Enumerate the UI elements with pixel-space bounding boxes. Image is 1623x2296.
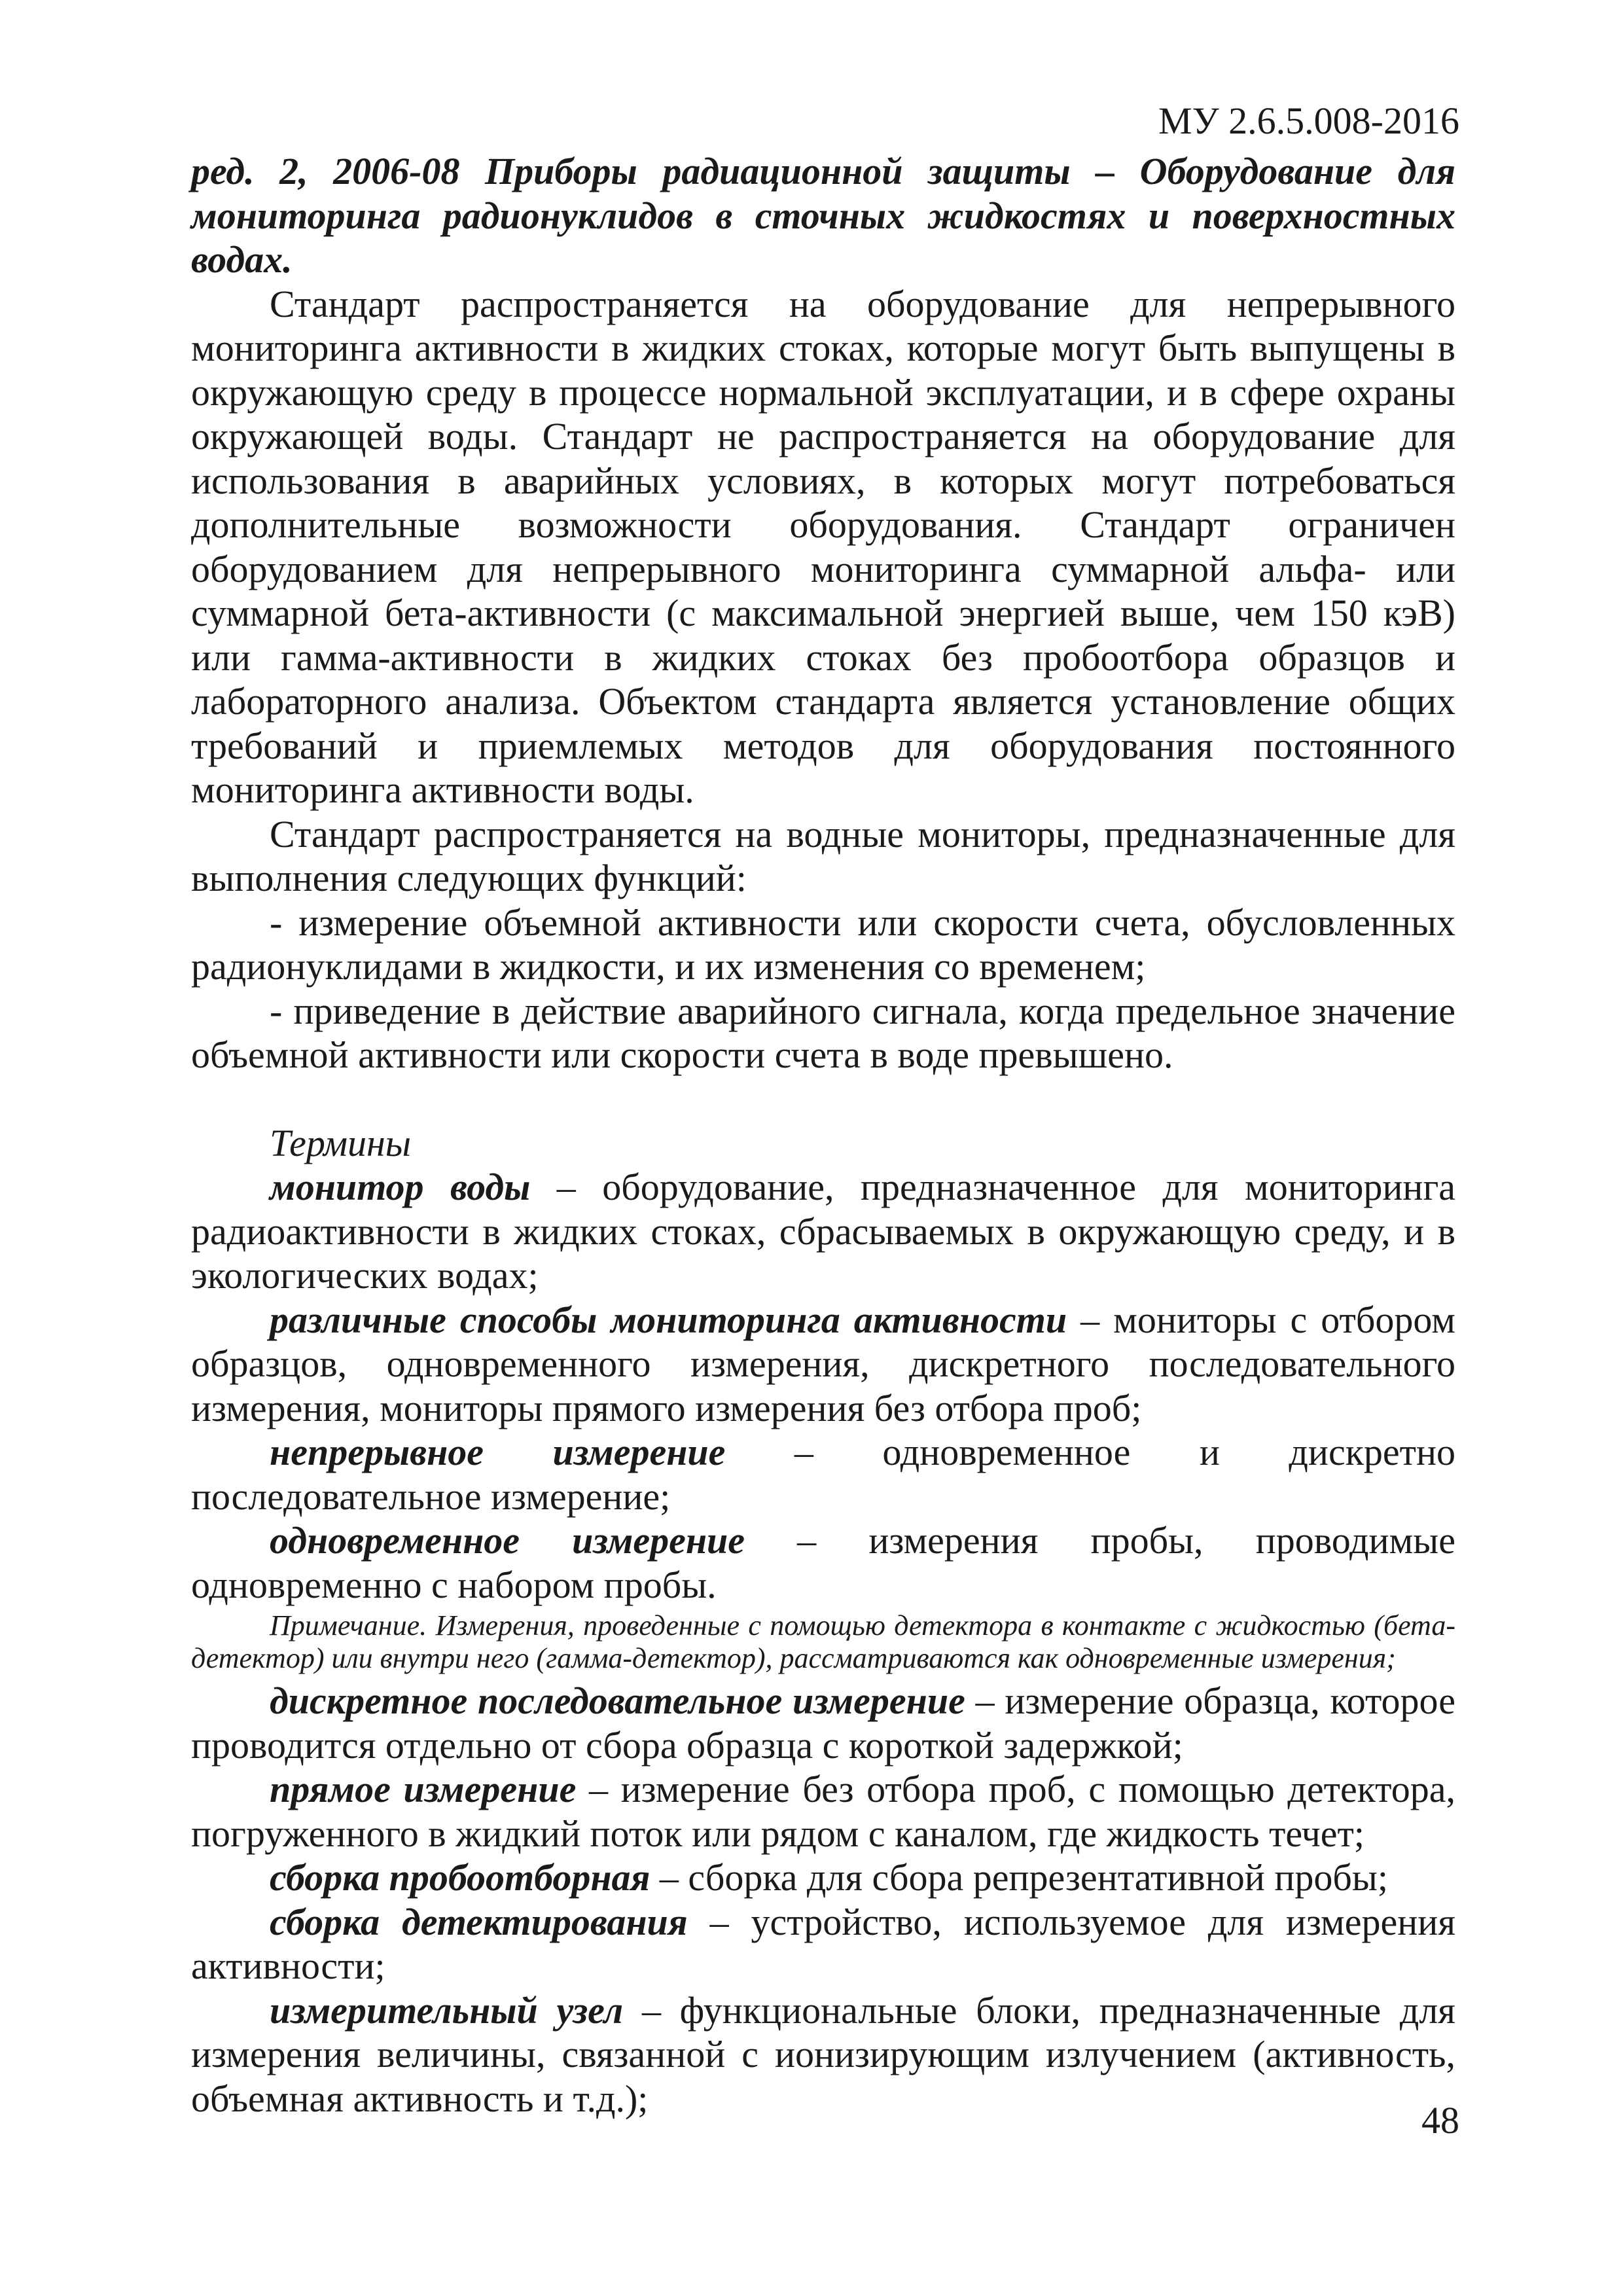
term-name: прямое измерение — [270, 1768, 577, 1810]
term-name: непрерывное измерение — [270, 1431, 726, 1473]
term-entry — [191, 1165, 1455, 1298]
term-definition: – устройство, используемое для измерения активности; — [191, 1900, 1456, 1987]
page-number: 48 — [1421, 2099, 1459, 2142]
document-body — [191, 149, 1455, 2121]
terms-heading: Термины — [270, 1121, 412, 1164]
term-definition: – измерения пробы, проводимые одновременно с набором пробы. — [191, 1519, 1455, 1606]
term-definition: – функциональные блоки, предназначенные для измерения величины, связанной с ионизирующим излучением (активность, объемная активность и т.д.); — [191, 1988, 1455, 2120]
note-paragraph: Примечание. Измерения, проведенные с помощью детектора в контакте с жидкостью (бета-детектор) или внутри него (гамма-детектор), рассматриваются как одновременные измерения; — [191, 1609, 1455, 1674]
function-item-alarm: - приведение в действие аварийного сигнала, когда предельное значение объемной активности или скорости счета в воде превышено. — [191, 989, 1455, 1076]
term-definition: – сборка для сбора репрезентативной пробы; — [650, 1856, 1388, 1899]
term-entry — [191, 1298, 1455, 1431]
term-name: различные способы мониторинга активности — [270, 1298, 1067, 1341]
term-entry — [191, 1856, 1455, 1900]
term-entry — [191, 1988, 1455, 2121]
term-name: сборка пробоотборная — [270, 1856, 651, 1899]
term-name: монитор воды — [270, 1166, 531, 1208]
scope-paragraph: Стандарт распространяется на оборудование для непрерывного мониторинга активности в жидких стоках, которые могут быть выпущены в окружающую среду в процессе нормальной эксплуатации, и в сфере охраны окружающей воды. Стандарт не распространяется на оборудование для использования в аварийных условиях, в которых могут потребоваться дополнительные возможности оборудования. Стандарт ограничен оборудованием для непрерывного мониторинга суммарной альфа- или суммарной бета-активности (с максимальной энергией выше, чем 150 кэВ) или гамма-активности в жидких стоках без пробоотбора образцов и лабораторного анализа. Объектом стандарта является установление общих требований и приемлемых методов для оборудования постоянного мониторинга активности воды. — [191, 282, 1455, 811]
term-entry — [191, 1430, 1455, 1518]
term-entry — [191, 1767, 1455, 1856]
document-code: МУ 2.6.5.008-2016 — [1158, 99, 1459, 142]
term-definition: – измерение образца, которое проводится отдельно от сбора образца с короткой задержкой; — [191, 1679, 1455, 1767]
term-name: дискретное последовательное измерение — [270, 1679, 965, 1722]
term-definition: – мониторы с отбором образцов, одновременного измерения, дискретного последовательного измерения, мониторы прямого измерения без отбора проб; — [191, 1298, 1455, 1429]
functions-intro-paragraph: Стандарт распространяется на водные мониторы, предназначенные для выполнения следующих функций: — [191, 812, 1455, 899]
reference-title: ред. 2, 2006-08 Приборы радиационной защиты – Оборудование для мониторинга радионуклидов в сточных жидкостях и поверхностных водах. — [191, 150, 1455, 281]
term-definition: – одновременное и дискретно последовательное измерение; — [191, 1431, 1456, 1518]
term-entry — [191, 1900, 1455, 1988]
term-definition: – измерение без отбора проб, с помощью детектора, погруженного в жидкий поток или рядом с каналом, где жидкость течет; — [191, 1768, 1455, 1855]
term-definition: – оборудование, предназначенное для мониторинга радиоактивности в жидких стоках, сбрасываемых в окружающую среду, и в экологических водах; — [191, 1166, 1455, 1297]
function-item-measurement: - измерение объемной активности или скорости счета, обусловленных радионуклидами в жидкости, и их изменения со временем; — [191, 901, 1455, 988]
term-entry — [191, 1679, 1455, 1767]
term-name: одновременное измерение — [270, 1519, 745, 1562]
term-name: сборка детектирования — [270, 1900, 688, 1943]
term-entry — [191, 1518, 1455, 1607]
term-name: измерительный узел — [270, 1988, 624, 2032]
